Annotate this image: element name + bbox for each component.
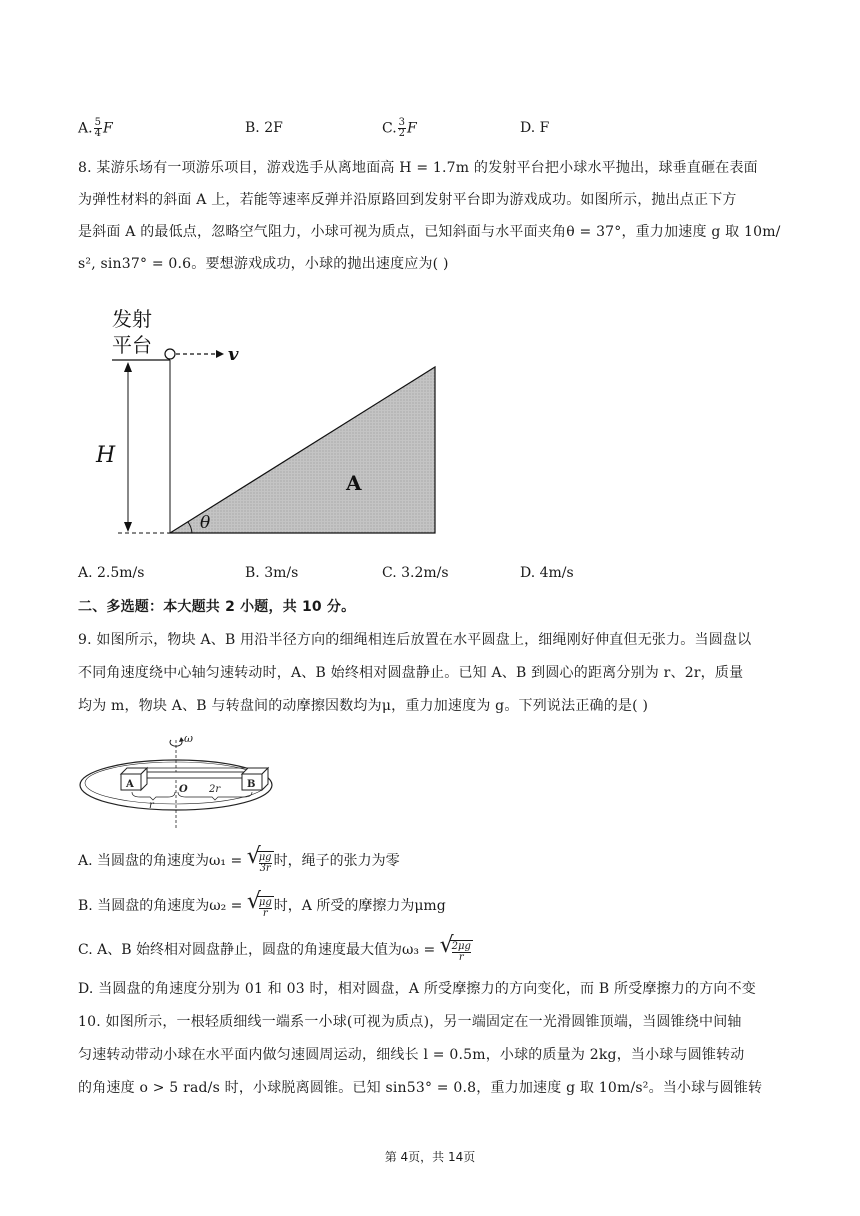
q9-b-num: μg	[258, 897, 272, 908]
q7-a-frac-num: 5	[94, 117, 101, 128]
block-a-label: A	[126, 779, 134, 790]
q9-c-den: r	[458, 952, 464, 963]
q9-option-a	[78, 844, 400, 874]
page-footer: 第 4页，共 14页	[384, 1150, 476, 1164]
q8-line-2: 为弹性材料的斜面 A 上，若能等速率反弹并沿原路回到发射平台即为游戏成功。如图所示，抛出点正下方	[78, 192, 737, 208]
velocity-label: v	[228, 344, 239, 365]
incline-A	[170, 367, 435, 533]
height-arrow-bottom	[124, 522, 132, 532]
q7-option-a-fraction	[94, 118, 102, 139]
block-a	[121, 768, 147, 790]
q7-option-c-prefix: C.	[382, 120, 397, 137]
q7-option-c	[382, 118, 417, 139]
platform-label-2: 平台	[112, 333, 152, 357]
q9-b-den: r	[262, 908, 268, 919]
incline-label: A	[346, 471, 362, 495]
omega-label: ω	[184, 732, 193, 745]
q9-option-a-sqrt: √ $\frac{\mu g}{3r}$	[246, 844, 272, 874]
q7-option-c-fraction	[398, 118, 406, 139]
q9-option-c-sqrt: √ $\frac{2\mu g}{r}$	[439, 933, 471, 963]
q9-a-num: μg	[258, 852, 272, 863]
r-brace	[132, 792, 175, 800]
r-label: r	[149, 800, 154, 811]
q9-option-b-pre: B. 当圆盘的角速度为ω₂ =	[78, 898, 243, 914]
q9-option-b-sqrt: √ $\frac{\mu g}{r}$	[246, 889, 272, 919]
q8-line-1: 8. 某游乐场有一项游乐项目，游戏选手从离地面高 H = 1.7m 的发射平台把小球水平抛出，球垂直砸在表面	[78, 160, 758, 176]
height-arrow-top	[124, 362, 132, 372]
q9-c-num: 2μg	[451, 941, 471, 952]
q10-line-1: 10. 如图所示，一根轻质细线一端系一小球(可视为质点)，另一端固定在一光滑圆锥顶端，当圆锥绕中间轴	[78, 1014, 742, 1030]
angle-label: θ	[200, 513, 211, 533]
q9-option-a-pre: A. 当圆盘的角速度为ω₁ =	[78, 853, 243, 869]
q7-option-a	[78, 118, 113, 139]
q7-c-frac-num: 3	[398, 117, 406, 128]
ball	[165, 349, 175, 359]
q9-disk-figure	[78, 728, 290, 832]
q9-option-b	[78, 889, 446, 919]
platform-label-1: 发射	[112, 307, 152, 331]
block-b	[242, 768, 268, 790]
velocity-arrowhead	[216, 350, 224, 358]
q8-option-c: C. 3.2m/s	[382, 565, 449, 581]
q10-line-3: 的角速度 o > 5 rad/s 时，小球脱离圆锥。已知 sin53° = 0.8，重力加速度 g 取 10m/s²。当小球与圆锥转	[78, 1080, 763, 1096]
q9-option-d: D. 当圆盘的角速度分别为 01 和 03 时，相对圆盘，A 所受摩擦力的方向变化，而 B 所受摩擦力的方向不变	[78, 981, 757, 997]
q9-line-3: 均为 m，物块 A、B 与转盘间的动摩擦因数均为μ，重力加速度为 g。下列说法正确的是( )	[78, 698, 649, 714]
q8-line-3: 是斜面 A 的最低点，忽略空气阻力，小球可视为质点，已知斜面与水平面夹角θ = 37°，重力加速度 g 取 10m/	[78, 224, 781, 240]
rope	[140, 772, 244, 778]
q10-line-2: 匀速转动带动小球在水平面内做匀速圆周运动，细线长 l = 0.5m，小球的质量为 2kg，当小球与圆锥转动	[78, 1047, 745, 1063]
q8-line-4: s², sin37° = 0.6。要想游戏成功，小球的抛出速度应为( )	[78, 256, 449, 272]
q7-c-frac-den: 2	[398, 128, 406, 139]
q9-a-den: 3r	[259, 863, 271, 874]
q7-option-d: D. F	[520, 120, 550, 136]
q7-option-b: B. 2F	[245, 120, 283, 136]
q7-option-a-prefix: A.	[78, 120, 93, 137]
q7-option-c-tail: F	[407, 120, 417, 137]
q8-option-b: B. 3m/s	[245, 565, 299, 581]
q8-option-d: D. 4m/s	[520, 565, 574, 581]
block-b-label: B	[247, 779, 256, 790]
q8-projectile-figure	[88, 300, 448, 545]
q9-option-c	[78, 933, 473, 963]
q9-option-a-post: 时，绳子的张力为零	[273, 853, 400, 869]
q9-option-c-pre: C. A、B 始终相对圆盘静止，圆盘的角速度最大值为ω₃ =	[78, 942, 436, 958]
q9-line-1: 9. 如图所示，物块 A、B 用沿半径方向的细绳相连后放置在水平圆盘上，细绳刚好伸直但无张力。当圆盘以	[78, 632, 752, 648]
q7-option-a-tail: F	[102, 120, 113, 137]
center-label: O	[179, 784, 188, 795]
q7-a-frac-den: 4	[94, 128, 101, 139]
q8-option-a: A. 2.5m/s	[78, 565, 145, 581]
section-2-title: 二、多选题：本大题共 2 小题，共 10 分。	[78, 599, 356, 615]
height-label: H	[96, 443, 116, 468]
q9-line-2: 不同角速度绕中心轴匀速转动时，A、B 始终相对圆盘静止。已知 A、B 到圆心的距离分别为 r、2r，质量	[78, 665, 744, 681]
2r-label: 2r	[209, 784, 221, 795]
q9-option-b-post: 时，A 所受的摩擦力为μmg	[273, 898, 446, 914]
